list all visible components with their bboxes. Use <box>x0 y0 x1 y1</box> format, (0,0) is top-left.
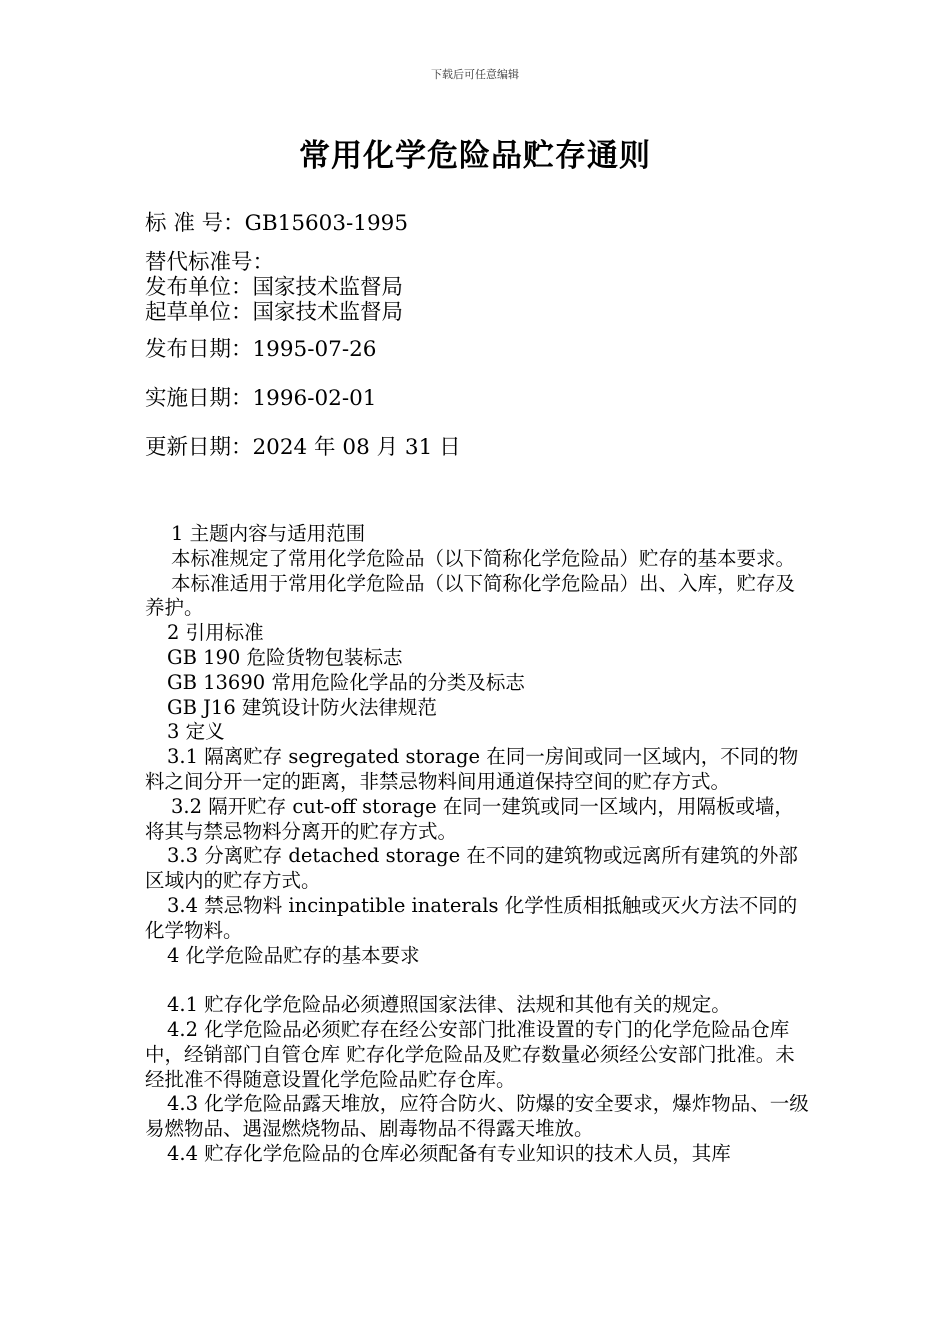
reference-item: GB 190 危险货物包装标志 <box>167 645 403 669</box>
section-heading: 1 主题内容与适用范围 <box>171 522 366 545</box>
effective-date: 实施日期：1996-02-01 <box>145 386 377 411</box>
reference-item: GB J16 建筑设计防火法律规范 <box>167 695 437 719</box>
reference-item: GB 13690 常用危险化学品的分类及标志 <box>167 670 525 694</box>
requirement-item: 4.3 化学危险品露天堆放，应符合防火、防爆的安全要求，爆炸物品、一级易燃物品、遇湿燃烧物品、剧毒物品不得露天堆放。 <box>145 1092 809 1141</box>
definition-item: 3.1 隔离贮存 segregated storage 在同一房间或同一区域内，不同的物料之间分开一定的距离，非禁忌物料间用通道保持空间的贮存方式。 <box>145 745 799 793</box>
definition-item: 3.2 隔开贮存 cut-off storage 在同一建筑或同一区域内，用隔板或墙，将其与禁忌物料分离开的贮存方式。 <box>145 794 794 843</box>
header-note: 下载后可任意编辑 <box>431 68 519 81</box>
section-heading: 3 定义 <box>167 720 225 744</box>
drafting-unit: 起草单位：国家技术监督局 <box>145 300 404 325</box>
paragraph: 本标准规定了常用化学危险品（以下简称化学危险品）贮存的基本要求。 <box>171 546 796 570</box>
body-text <box>145 522 813 1167</box>
definition-item: 3.4 禁忌物料 incinpatible inaterals 化学性质相抵触或灭火方法不同的化学物料。 <box>145 893 798 942</box>
update-date: 更新日期：2024 年 08 月 31 日 <box>145 435 461 460</box>
document-title: 常用化学危险品贮存通则 <box>299 138 651 174</box>
section-heading: 4 化学危险品贮存的基本要求 <box>167 943 420 967</box>
requirement-item: 4.2 化学危险品必须贮存在经公安部门批准设置的专门的化学危险品仓库中，经销部门自管仓库 贮存化学危险品及贮存数量必须经公安部门批准。未经批准不得随意设置化学危险品贮存仓库。 <box>145 1017 795 1091</box>
paragraph: 本标准适用于常用化学危险品（以下简称化学危险品）出、入库，贮存及养护。 <box>145 571 796 620</box>
replaced-standard: 替代标准号： <box>145 250 275 275</box>
requirement-item: 4.4 贮存化学危险品的仓库必须配备有专业知识的技术人员，其库 <box>167 1141 731 1165</box>
definition-item: 3.3 分离贮存 detached storage 在不同的建筑物或远离所有建筑的外部区域内的贮存方式。 <box>145 844 798 893</box>
spacer <box>145 968 813 993</box>
requirement-item: 4.1 贮存化学危险品必须遵照国家法律、法规和其他有关的规定。 <box>167 993 731 1017</box>
issue-date: 发布日期：1995-07-26 <box>145 337 377 362</box>
section-heading: 2 引用标准 <box>167 621 264 645</box>
issuing-unit: 发布单位：国家技术监督局 <box>145 275 404 300</box>
standard-number: 标 准 号：GB15603-1995 <box>145 211 409 236</box>
